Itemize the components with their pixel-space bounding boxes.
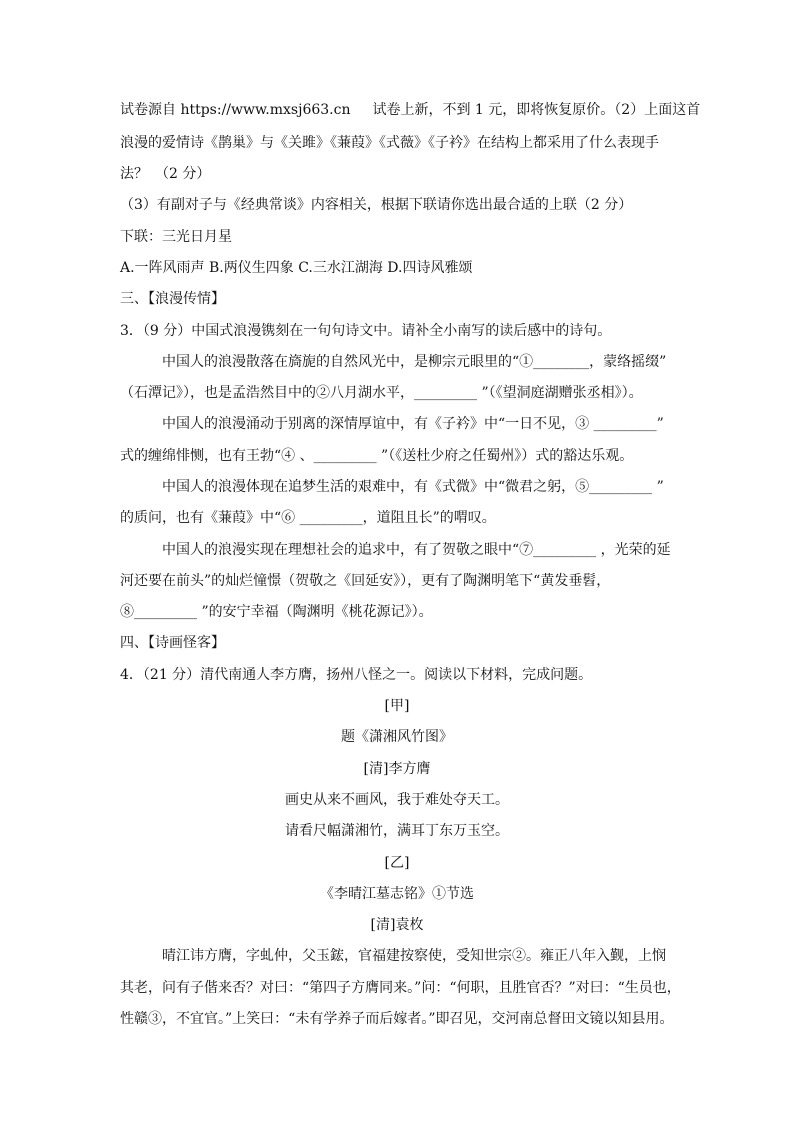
prose-title: 《李晴江墓志铭》①节选 [320, 886, 474, 902]
poem-author: [清]李方膺 [363, 761, 431, 777]
section-heading: 四、【诗画怪客】 [120, 635, 225, 651]
text-line: 的质问，也有《蒹葭》中“⑥ _________，道阻且长”的喟叹。 [120, 510, 496, 526]
text-line: （石潭记》），也是孟浩然目中的②八月湖水平，_________ ”（《望洞庭湖赠张丞相》）。 [120, 385, 643, 401]
text-line: 法？ （2 分） [120, 166, 211, 182]
text-line: 河还要在前头”的灿烂憧憬（贺敬之《回延安》），更有了陶渊明笔下“黄发垂髫， [120, 573, 611, 589]
text-line: 浪漫的爱情诗《鹊巢》与《关雎》《蒹葭》《式薇》《子衿》在结构上都采用了什么表现手 [120, 135, 659, 151]
text-line: ⑧_________ ”的安宁幸福（陶渊明《桃花源记》）。 [120, 604, 433, 620]
poem-line: 请看尺幅潇湘竹，满耳丁东万玉空。 [285, 823, 509, 839]
text-line: 下联：三光日月星 [120, 229, 232, 245]
text-line: 中国人的浪漫散落在旖旎的自然风光中，是柳宗元眼里的“①________，蒙络摇缀” [162, 354, 667, 370]
material-label: [甲] [384, 698, 410, 714]
prose-line: 性赣③，不宜官。”上笑曰：“未有学养子而后嫁者。”即召见，交河南总督田文镜以知县用。 [120, 1011, 674, 1027]
question-stem: 3．（9 分）中国式浪漫镌刻在一句句诗文中。请补全小南写的读后感中的诗句。 [120, 323, 612, 339]
text-span: 试卷上新，不到 1 元，即将恢复原价。（2）上面这首 [372, 102, 701, 118]
material-label: [乙] [384, 855, 410, 871]
text-line: 中国人的浪漫涌动于别离的深情厚谊中，有《子衿》中“一日不见，③ _________” [162, 416, 664, 432]
text-line: A.一阵风雨声 B.两仪生四象 C.三水江湖海 D.四诗风雅颂 [120, 260, 473, 276]
prose-line: 其老，问有子偕来否？对曰：“第四子方膺同来。”问：“何职，且胜官否？”对曰：“生员也， [120, 980, 681, 996]
text-line: 式的缠绵悱恻，也有王勃“④ 、_________ ”（《送杜少府之任蜀州》）式的豁达乐观。 [120, 448, 634, 464]
poem-title: 题《潇湘风竹图》 [341, 729, 453, 745]
prose-author: [清]袁枚 [370, 917, 424, 933]
text-line: 中国人的浪漫体现在追梦生活的艰难中，有《式微》中“微君之躬，⑤_________ ” [162, 479, 664, 495]
prose-line: 晴江讳方膺，字虬仲，父玉鋐，官福建按察使，受知世宗②。雍正八年入觐，上悯 [162, 948, 666, 964]
section-heading: 三、【浪漫传情】 [120, 291, 225, 307]
text-line: （3）有副对子与《经典常谈》内容相关，根据下联请你选出最合适的上联（2 分） [120, 197, 633, 213]
poem-line: 画史从来不画风，我于难处夺天工。 [285, 792, 509, 808]
text-line: 中国人的浪漫实现在理想社会的追求中，有了贺敬之眼中“⑦_________ ，光荣的延 [162, 542, 671, 558]
question-stem: 4．（21 分）清代南通人李方膺，扬州八怪之一。阅读以下材料，完成问题。 [120, 667, 593, 683]
source-note: 试卷源自 https://www.mxsj663.cn [120, 102, 351, 118]
text-line [120, 100, 700, 120]
